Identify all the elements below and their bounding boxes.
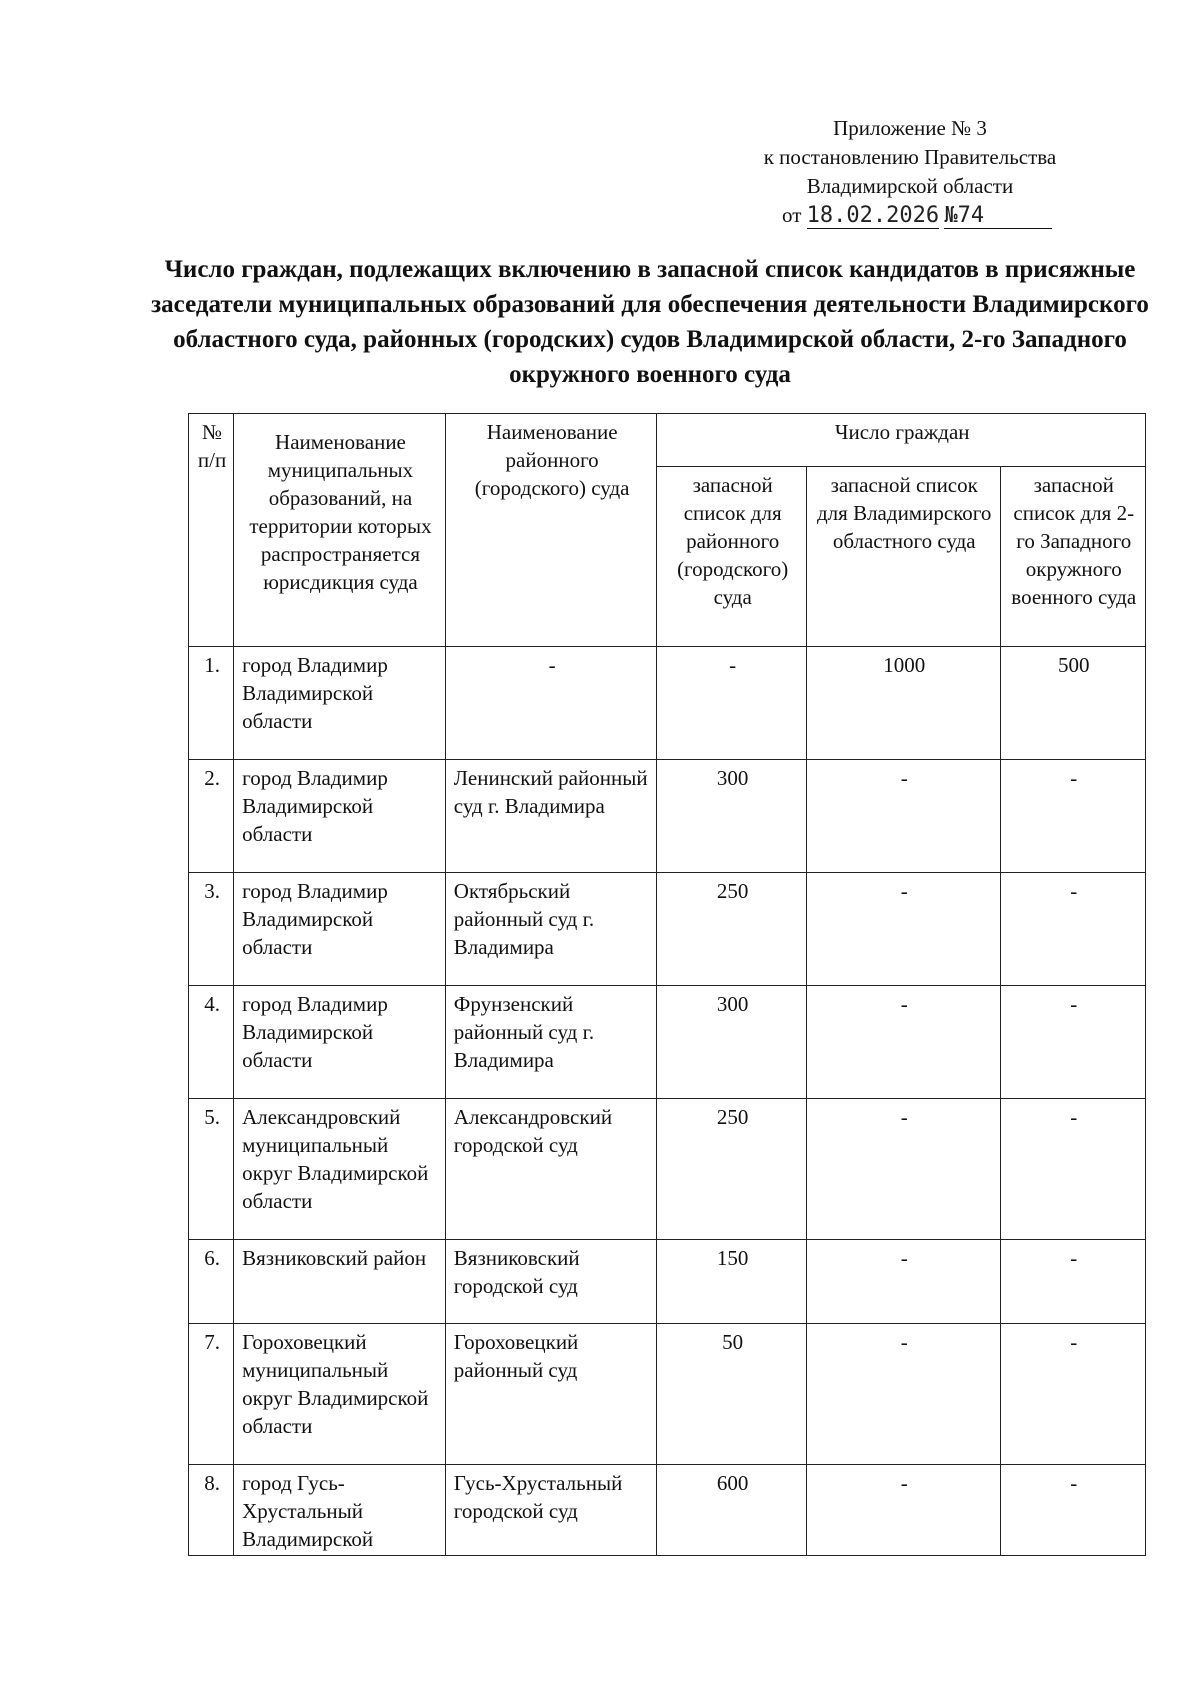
row-regional: -	[806, 1324, 1000, 1465]
appendix-line-3: Владимирской области	[806, 174, 1014, 198]
row-regional: -	[806, 1465, 1000, 1556]
row-district: 600	[657, 1465, 806, 1556]
document-title: Число граждан, подлежащих включению в запасной список кандидатов в присяжные заседатели муниципальных образований для обеспечения деятельности Владимирского областного суда, районных (городских) судов Владимирской области, 2-го Западного окружного военного суда	[151, 256, 1149, 388]
table-row	[189, 986, 1146, 1099]
row-court: -	[445, 647, 657, 760]
row-court: Гусь-Хрустальный городской суд	[445, 1465, 657, 1556]
row-num: 5.	[189, 1099, 234, 1240]
row-municipality: город Владимир Владимирской области	[234, 760, 446, 873]
row-military: -	[1000, 1099, 1146, 1240]
row-district: 50	[657, 1324, 806, 1465]
header-group: Число граждан	[657, 414, 1146, 467]
appendix-date-line	[700, 201, 1120, 230]
appendix-block	[700, 114, 1120, 230]
header-num: № п/п	[189, 414, 234, 647]
row-num: 2.	[189, 760, 234, 873]
row-district: 150	[657, 1240, 806, 1324]
row-court: Вязниковский городской суд	[445, 1240, 657, 1324]
row-municipality: город Гусь-Хрустальный Владимирской	[234, 1465, 446, 1556]
row-municipality: Гороховецкий муниципальный округ Владимирской области	[234, 1324, 446, 1465]
date-prefix: от	[782, 203, 802, 227]
table-row	[189, 1240, 1146, 1324]
row-regional: -	[806, 1240, 1000, 1324]
row-military: -	[1000, 1324, 1146, 1465]
table-row	[189, 1465, 1146, 1556]
row-municipality: Александровский муниципальный округ Владимирской области	[234, 1099, 446, 1240]
table-row	[189, 873, 1146, 986]
row-military: -	[1000, 1240, 1146, 1324]
row-military: -	[1000, 873, 1146, 986]
row-regional: -	[806, 873, 1000, 986]
row-municipality: город Владимир Владимирской области	[234, 647, 446, 760]
table-row	[189, 1324, 1146, 1465]
row-district: 250	[657, 873, 806, 986]
header-municipality: Наименование муниципальных образований, на территории которых распространяется юрисдикция суда	[234, 414, 446, 647]
header-col-military: запасной список для 2-го Западного окружного военного суда	[1000, 467, 1146, 647]
number-sign: №	[944, 203, 958, 228]
row-military: -	[1000, 986, 1146, 1099]
row-district: 300	[657, 760, 806, 873]
number-field	[944, 203, 1052, 229]
row-district: -	[657, 647, 806, 760]
row-regional: 1000	[806, 647, 1000, 760]
row-num: 7.	[189, 1324, 234, 1465]
table-row	[189, 760, 1146, 873]
row-regional: -	[806, 1099, 1000, 1240]
row-num: 6.	[189, 1240, 234, 1324]
header-col-regional: запасной список для Владимирского областного суда	[806, 467, 1000, 647]
row-district: 250	[657, 1099, 806, 1240]
row-court: Александровский городской суд	[445, 1099, 657, 1240]
row-num: 1.	[189, 647, 234, 760]
row-military: -	[1000, 1465, 1146, 1556]
row-military: -	[1000, 760, 1146, 873]
row-municipality: город Владимир Владимирской области	[234, 986, 446, 1099]
date-value: 18.02.2026	[806, 203, 940, 228]
row-num: 4.	[189, 986, 234, 1099]
row-court: Октябрьский районный суд г. Владимира	[445, 873, 657, 986]
date-field	[807, 203, 939, 229]
row-court: Ленинский районный суд г. Владимира	[445, 760, 657, 873]
row-court: Фрунзенский районный суд г. Владимира	[445, 986, 657, 1099]
citizens-table	[188, 413, 1146, 1556]
row-regional: -	[806, 760, 1000, 873]
appendix-line-2: к постановлению Правительства	[763, 145, 1057, 169]
header-col-district: запасной список для районного (городского) суда	[657, 467, 806, 647]
row-military: 500	[1000, 647, 1146, 760]
row-municipality: город Владимир Владимирской области	[234, 873, 446, 986]
table-row	[189, 647, 1146, 760]
header-court: Наименование районного (городского) суда	[445, 414, 657, 647]
row-num: 8.	[189, 1465, 234, 1556]
row-regional: -	[806, 986, 1000, 1099]
header-row-1	[189, 414, 1146, 467]
row-num: 3.	[189, 873, 234, 986]
table-row	[189, 1099, 1146, 1240]
number-value: 74	[957, 203, 985, 228]
appendix-line-1: Приложение № 3	[833, 116, 987, 140]
row-district: 300	[657, 986, 806, 1099]
row-court: Гороховецкий районный суд	[445, 1324, 657, 1465]
row-municipality: Вязниковский район	[234, 1240, 446, 1324]
